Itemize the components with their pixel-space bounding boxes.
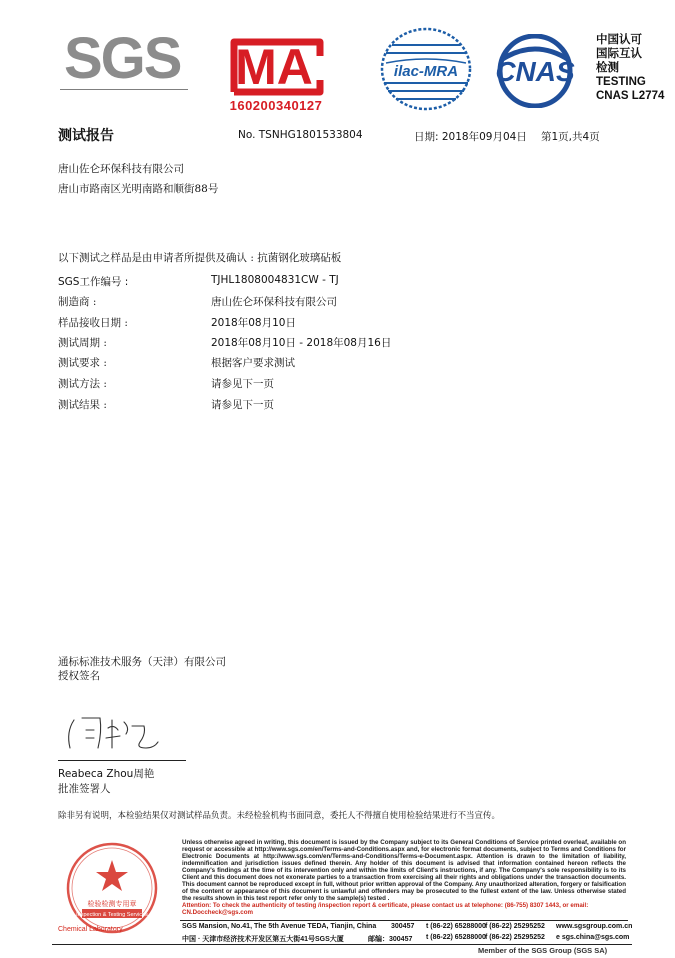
field-value: 根据客户要求测试	[211, 357, 295, 369]
field-label: 测试方法 :	[58, 378, 107, 390]
cnas-side-line: CNAS L2774	[596, 90, 665, 102]
field-label: 样品接收日期 :	[58, 317, 128, 329]
cnas-side-line: 国际互认	[596, 48, 642, 60]
handwritten-signature	[60, 708, 170, 762]
field-value: TJHL1808004831CW - TJ	[211, 274, 339, 286]
cma-logo-text: MA	[235, 39, 313, 95]
website: www.sgsgroup.com.cn	[556, 923, 633, 930]
terms-text: Unless otherwise agreed in writing, this document is issued by the Company subject to its General Conditions of Service printed overleaf, available on request or accessible at http://www.sgs.com/en/Terms-and-Conditions.aspx and, for electronic format documents, subject to Terms and Conditions for Electronic Documents at http://www.sgs.com/en/Terms-and-Conditions/Terms-e-Document.aspx. Attention is drawn to the limitation of liability, indemnification and jurisdiction issues defined therein. Any holder of this document is advised that information contained hereon reflects the Company's findings at the time of its intervention only and within the limits of Client's instructions, if any. The Company's sole responsibility is to its Client and this document does not exonerate parties to a transaction from exercising all their rights and obligations under the transaction documents. This document cannot be reproduced except in full, without prior written approval of the Company. Any unauthorized alteration, forgery or falsification of the content or appearance of this document is unlawful and offenders may be prosecuted to the fullest extent of the law. Unless otherwise stated the results shown in this test report refer only to the sample(s) tested .	[182, 839, 626, 902]
address-cn: 中国 · 天津市经济技术开发区第五大街41号SGS大厦	[182, 936, 344, 943]
fax-cn: f (86-22) 25295252	[485, 934, 545, 941]
applicant-address: 唐山市路南区光明南路和顺街88号	[58, 183, 219, 195]
report-date: 日期: 2018年09月04日	[414, 131, 527, 143]
field-label: 测试周期 :	[58, 337, 107, 349]
authorized-signature-label: 授权签名	[58, 670, 100, 682]
report-page: 第1页,共4页	[541, 131, 600, 143]
cnas-side-line: TESTING	[596, 76, 646, 88]
cma-logo	[216, 28, 336, 118]
field-label: 制造商 :	[58, 296, 97, 308]
cma-number: 160200340127	[229, 98, 323, 113]
cnas-text: CNAS	[495, 56, 575, 87]
cnas-logo	[487, 34, 583, 112]
field-value: 请参见下一页	[211, 399, 274, 411]
stamp-center-text: 检验检测专用章	[87, 900, 137, 908]
official-stamp	[56, 836, 168, 940]
tel-cn: t (86-22) 65288000	[426, 934, 486, 941]
field-label: 测试要求 :	[58, 357, 107, 369]
fax-en: f (86-22) 25295252	[485, 923, 545, 930]
signer-name: Reabeca Zhou周艳	[58, 768, 155, 780]
applicant-name: 唐山佐仑环保科技有限公司	[58, 163, 184, 175]
stamp-lab-label: Chemical Laboratory	[58, 926, 123, 933]
ilac-mra-logo	[378, 27, 474, 115]
cnas-side-line: 中国认可	[596, 34, 642, 46]
sgs-logo-text: SGS	[64, 28, 181, 90]
disclaimer-text: 除非另有说明，本检验结果仅对测试样品负责。未经检验机构书面同意，委托人不得擅自使用检验结果进行不当宣传。	[58, 811, 501, 821]
field-label: 测试结果 :	[58, 399, 107, 411]
signature-line	[58, 760, 186, 761]
field-value: 2018年08月10日	[211, 317, 296, 329]
report-number: No. TSNHG1801533804	[238, 129, 363, 141]
report-title: 测试报告	[58, 128, 114, 144]
stamp-sub-text: Inspection & Testing Services	[76, 912, 148, 918]
field-value: 唐山佐仑环保科技有限公司	[211, 296, 337, 308]
postcode-cn: 邮编：300457	[368, 936, 413, 943]
field-value: 请参见下一页	[211, 378, 274, 390]
signer-role: 批准签署人	[58, 783, 111, 795]
postcode-en: 300457	[391, 923, 415, 930]
sgs-logo	[60, 28, 188, 94]
ilac-text: ilac-MRA	[393, 63, 459, 80]
field-label: SGS工作编号 :	[58, 276, 129, 288]
email: e sgs.china@sgs.com	[556, 934, 630, 941]
footer-divider	[180, 920, 628, 921]
field-value: 2018年08月10日 - 2018年08月16日	[211, 337, 392, 349]
authenticity-attention: Attention: To check the authenticity of testing /inspection report & certificate, please contact us at telephone: (86-755) 8307 1443, or email: CN.Doccheck@sgs.com	[182, 902, 589, 916]
sample-intro: 以下测试之样品是由申请者所提供及确认 : 抗菌钢化玻璃砧板	[58, 252, 342, 264]
member-of-sgs: Member of the SGS Group (SGS SA)	[478, 946, 608, 955]
signing-company: 通标标准技术服务（天津）有限公司	[58, 656, 226, 668]
address-en: SGS Mansion, No.41, The 5th Avenue TEDA, Tianjin, China	[182, 923, 377, 930]
cnas-side-text	[596, 33, 664, 103]
cnas-side-line: 检测	[596, 62, 619, 74]
bottom-divider	[52, 944, 632, 945]
tel-en: t (86-22) 65288000	[426, 923, 486, 930]
